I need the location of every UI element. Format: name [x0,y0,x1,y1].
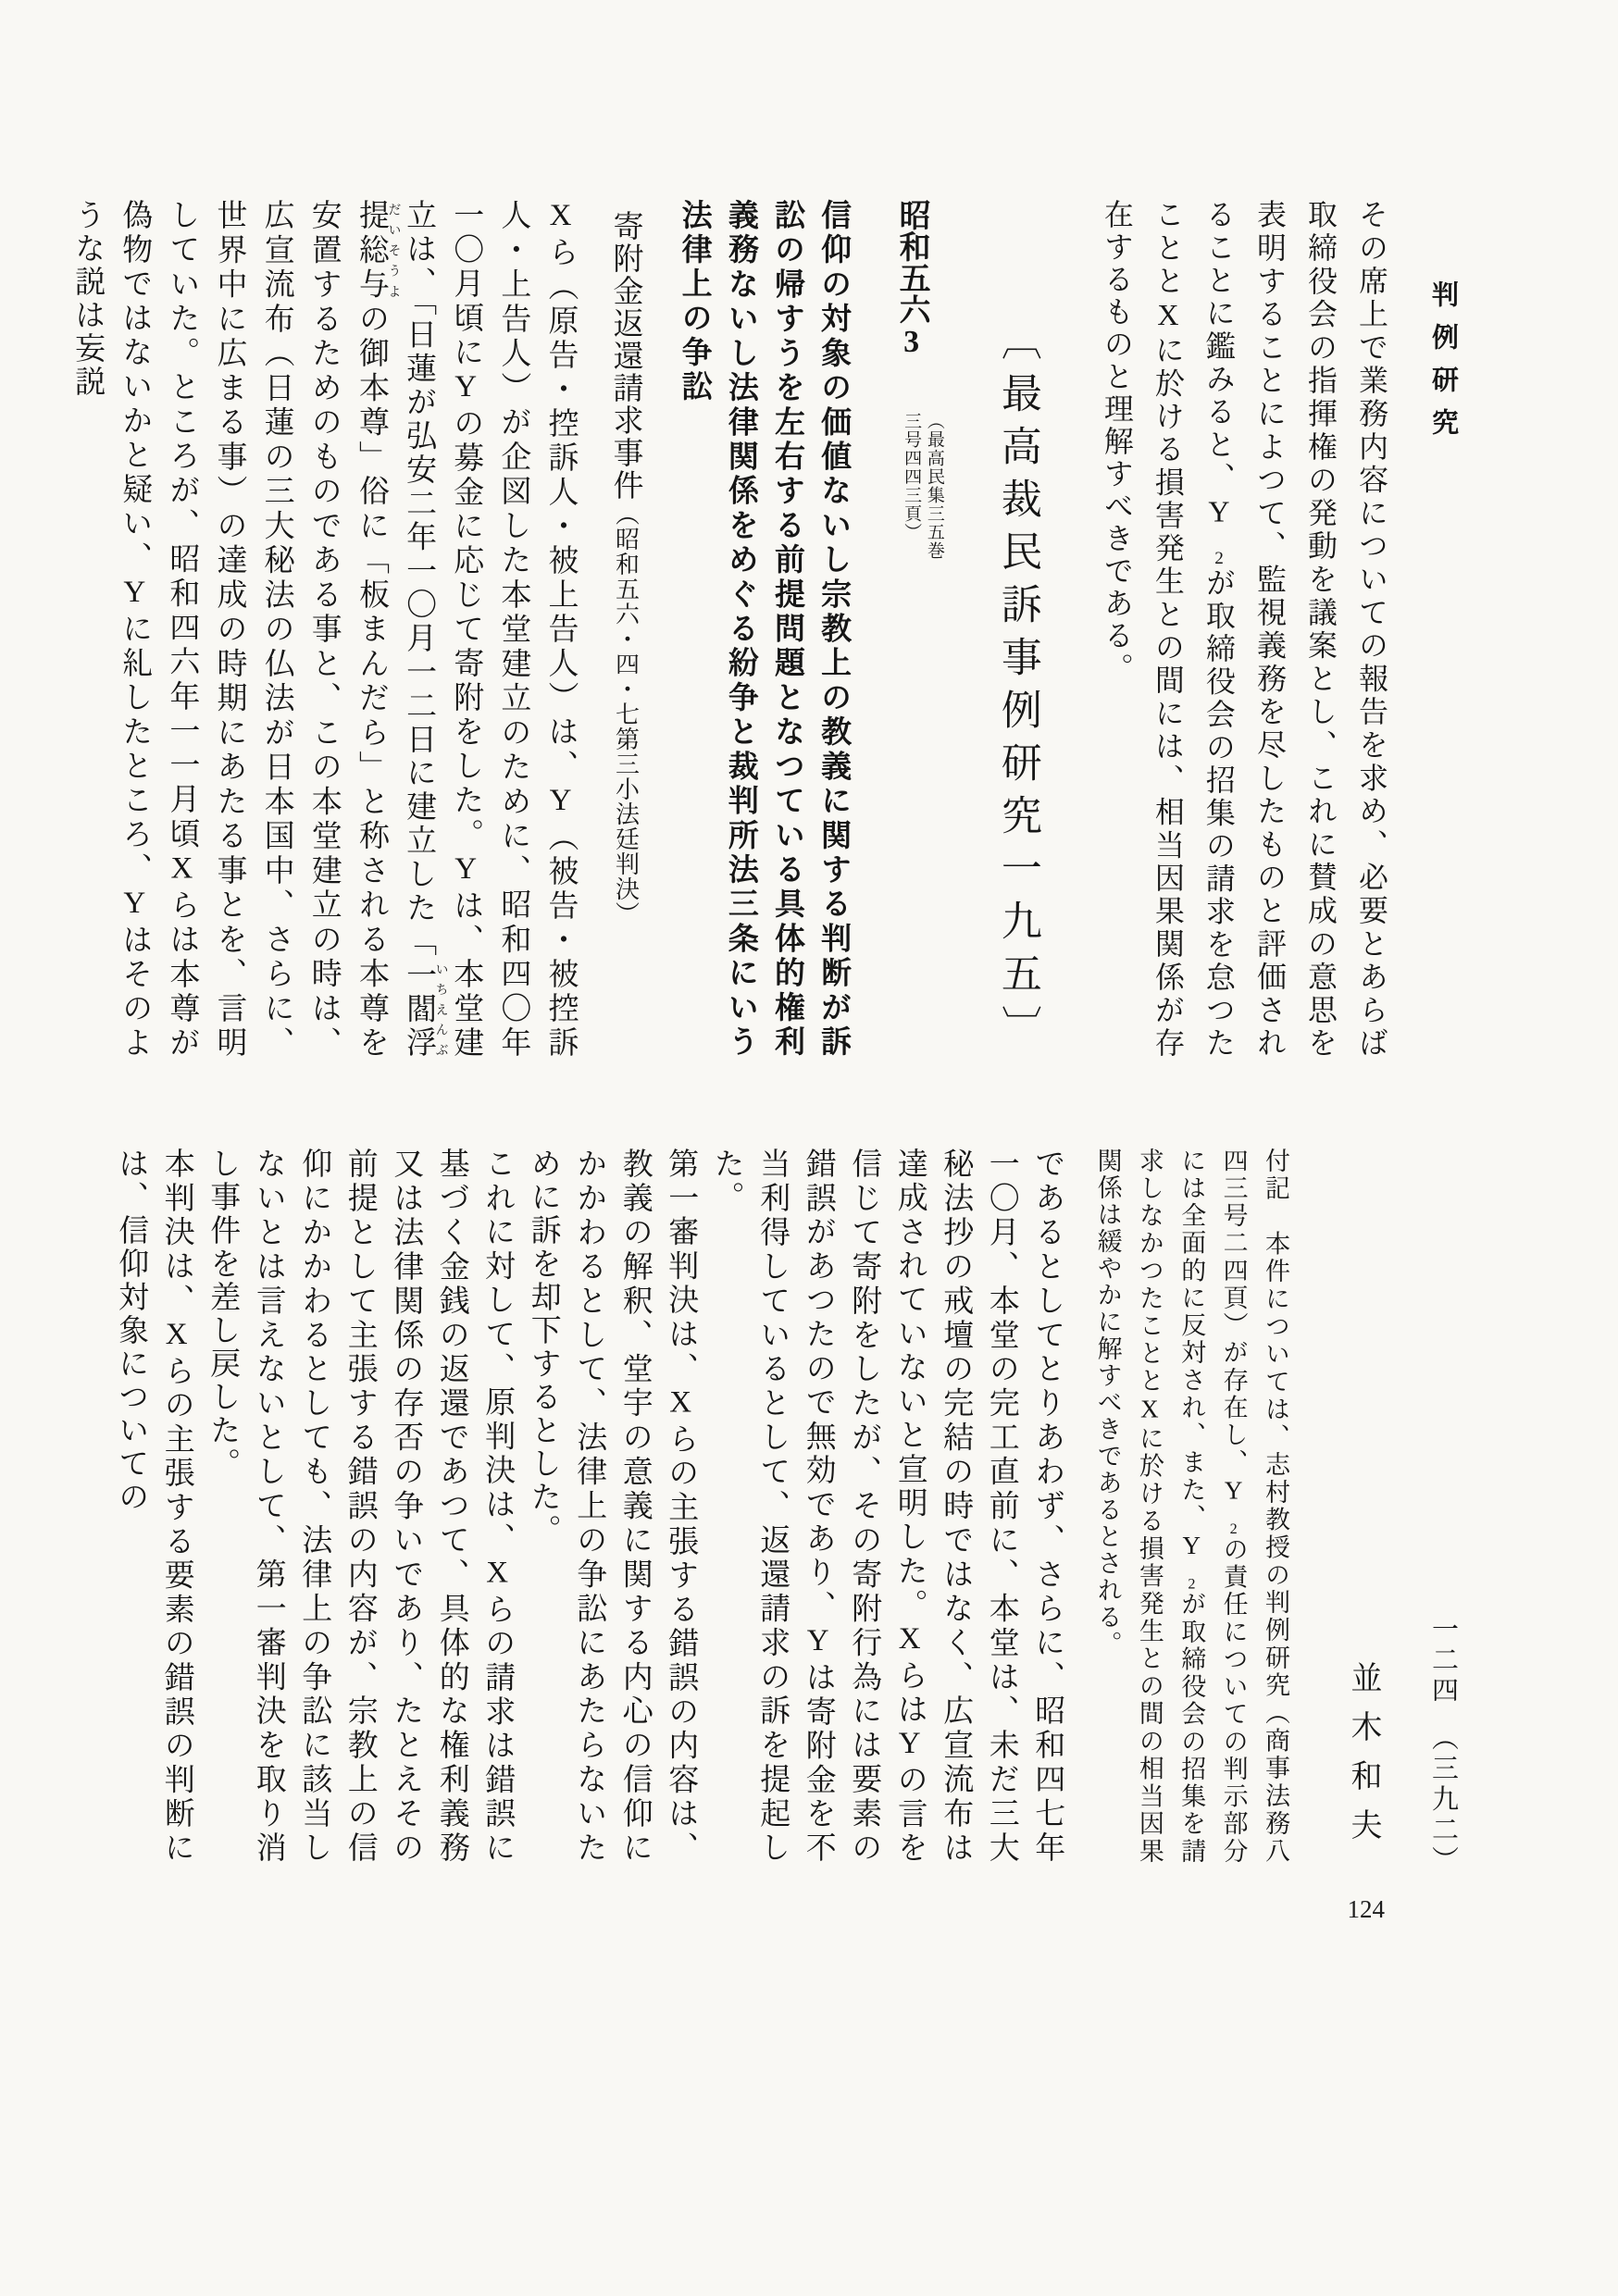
prev-article-closing: その席上で業務内容についての報告を求め、必要とあらば取締役会の指揮権の発動を議案とし、これに賛成の意思を表明することによつて、監視義務を尽したものと評価されることに鑑みると、Y₂が取締役会の招集の請求を怠つたこととXに於ける損害発生との間には、相当因果関係が存在するものと理解すべきである。 [1100,199,1388,1060]
case-number: 昭和五六3 [894,199,929,359]
case-number-block [889,199,945,1060]
continuation-paragraph-1: であるとしてとりあわず、さらに、昭和四七年一〇月、本堂の完工直前に、本堂は、未だ三大秘法抄の戒壇の完結の時ではなく、広宣流布は達成されていないと宣明した。XらはYの言を信じて寄附をしたが、その寄附行為には要素の錯誤があつたので無効であり、Yは寄附金を不当利得しているとして、返還請求の訴を提起した。 [709,1148,1064,1865]
ruby-base: 一閻浮提総与 [354,199,436,1061]
continuation-paragraph-4: 本判決は、Xらの主張する要素の錯誤の判断には、信仰対象についての [114,1148,193,1865]
case-name-note: （昭和五六・四・七第三小法廷判決） [612,502,640,926]
continuation-paragraph-2: 第一審判決は、Xらの主張する錯誤の内容は、教義の解釈、堂宇の意義に関する内心の信仰にかかわるとして、法律上の争訟にあたらないために訴を却下するとした。 [526,1148,698,1866]
top-register [70,199,1462,1061]
case-facts [63,199,584,1060]
case-name-block [604,210,648,1060]
ruby-reading: いちえんぶだいそうよ [386,199,448,1060]
citation-line-2: 三号四四三頁） [902,412,922,541]
bottom-register [114,1148,1462,1877]
postscript-note: 付記 本件については、志村教授の判例研究（商事法務八四三号二四頁）が存在し、Y₂の責任についての判示部分には全面的に反対され、また、Y₂が取締役会の招集を請求しなかつたこととXに於ける損害発生との間の相当因果関係は緩やかに解すべきであるとされる。 [1093,1148,1289,1865]
case-citation [899,412,944,560]
citation-line-1: （最高民集三五巻 [924,412,944,560]
case-headline: 信仰の対象の価値ないし宗教上の教義に関する判断が訴訟の帰すうを左右する前提問題となつている具体的権利義務ないし法律関係をめぐる紛争と裁判所法三条にいう法律上の争訟 [678,199,853,1061]
facts-text-pre: Xら（原告・控訴人・被上告人）は、Y（被告・被控訴人・上告人）が企図した本堂建立のために、昭和四〇年一〇月頃にYの募金に応じて寄附をした。Yは、本堂建立は、「日蓮が弘安二年一〇月一二日に建立した「 [402,199,578,1060]
facts-text-post: の御本尊」俗に「板まんだら」と称される本尊を安置するためのものである事と、この本堂建立の時は、広宣流布（日蓮の三大秘法の仏法が日本国中、さらに、世界中に広まる事）の達成の時期にあたる事とを、言明していた。ところが、昭和四六年一一月頃Xらは本尊が偽物ではないかと疑い、Yに糺したところ、Yはそのような説は妄説 [70,199,388,1060]
series-title: 〔最高裁民訴事例研究一九五〕 [994,319,1040,1058]
continuation-paragraph-3: これに対して、原判決は、Xらの請求は錯誤に基づく金銭の返還であつて、具体的な権利義務又は法律関係の存否の争いであり、たとえその前提として主張する錯誤の内容が、宗教上の信仰にかかわるとしても、法律上の争訟に該当しないとは言えないとして、第一審判決を取り消し事件を差し戻した。 [205,1148,515,1866]
author-signature: 並木和夫 [1346,1661,1380,1857]
section-header: 判例研究 [1428,280,1458,451]
case-name: 寄附金返還請求事件 [608,210,642,502]
folio-kanji: 一二四 （三九二） [1428,1615,1458,1877]
page-number: 124 [1347,1895,1385,1923]
